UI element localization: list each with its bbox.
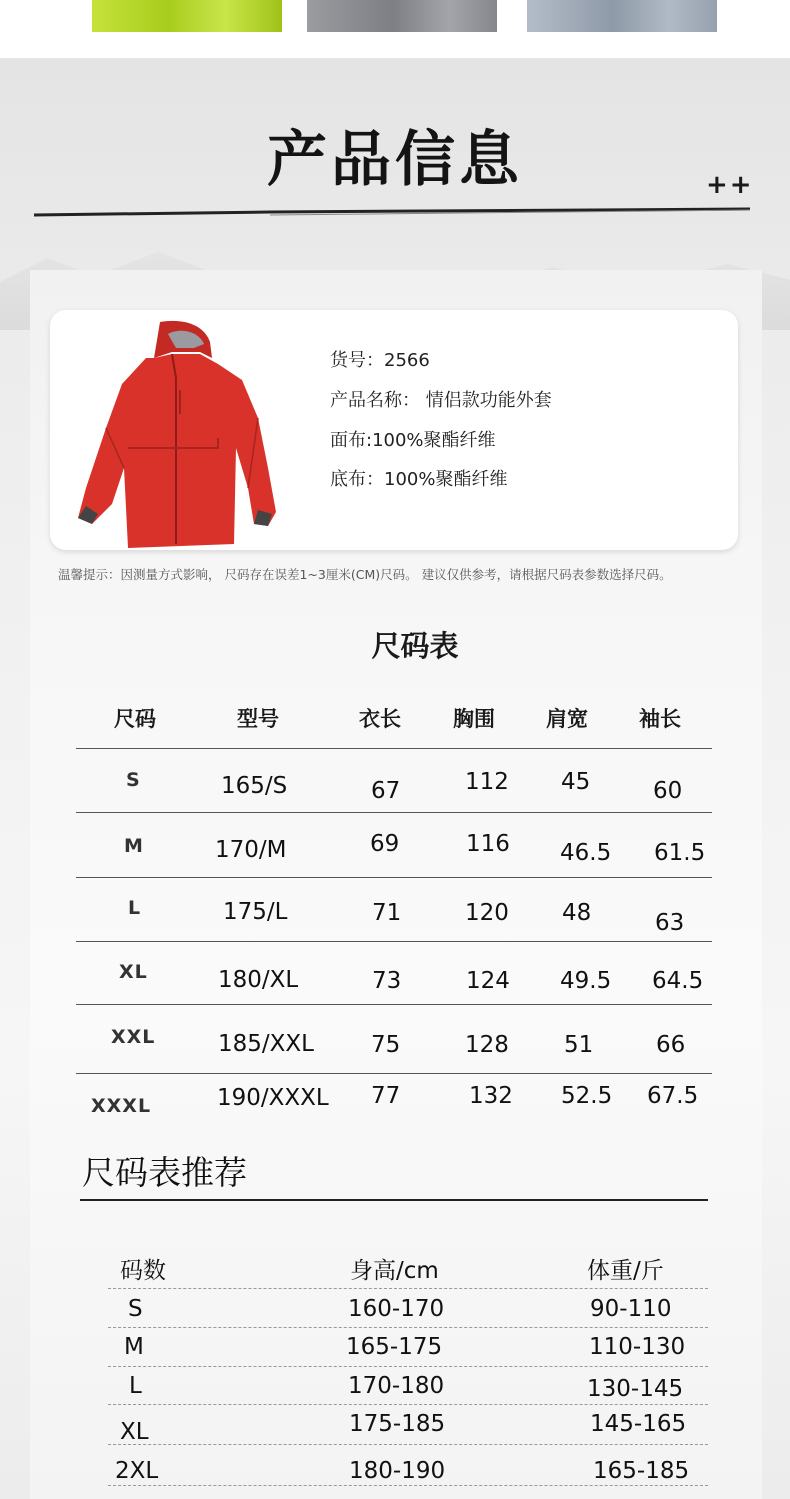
- size-code: XXXL: [91, 1095, 152, 1117]
- size-code: S: [126, 769, 141, 791]
- length-value: 73: [372, 968, 402, 994]
- shoulder-value: 45: [561, 769, 591, 795]
- model-value: 165/S: [221, 773, 288, 799]
- rec-size: XL: [120, 1419, 149, 1445]
- dotted-divider: [108, 1327, 708, 1328]
- dotted-divider: [108, 1444, 708, 1445]
- rec-height: 170-180: [348, 1373, 445, 1399]
- rec-weight: 130-145: [587, 1376, 684, 1402]
- rec-weight: 90-110: [590, 1296, 672, 1322]
- shoulder-value: 48: [562, 900, 592, 926]
- chest-value: 120: [465, 900, 509, 926]
- plus-decoration: ++: [706, 170, 754, 200]
- shoulder-value: 49.5: [560, 968, 612, 994]
- size-table-title: 尺码表: [371, 629, 459, 663]
- page-title: 产品信息: [267, 125, 523, 195]
- color-swatch-lime[interactable]: [92, 0, 282, 32]
- rec-height: 160-170: [348, 1296, 445, 1322]
- shoulder-value: 52.5: [561, 1083, 613, 1109]
- shoulder-value: 51: [564, 1032, 594, 1058]
- color-swatch-blue-gray[interactable]: [527, 0, 717, 32]
- model-value: 180/XL: [218, 967, 299, 993]
- color-swatch-gray[interactable]: [307, 0, 497, 32]
- product-name: 产品名称： 情侣款功能外套: [330, 390, 552, 411]
- sleeve-value: 63: [655, 910, 685, 936]
- table-divider: [76, 812, 712, 813]
- chest-value: 124: [466, 968, 510, 994]
- item-number: 货号：2566: [330, 350, 430, 371]
- header-height: 身高/cm: [350, 1258, 439, 1284]
- model-value: 185/XXL: [218, 1031, 314, 1057]
- model-value: 170/M: [215, 837, 287, 863]
- title-underline: [34, 206, 750, 218]
- rec-size: L: [129, 1373, 142, 1399]
- header-sleeve: 袖长: [639, 707, 681, 731]
- rec-size: S: [128, 1296, 143, 1322]
- table-divider: [76, 941, 712, 942]
- length-value: 69: [370, 831, 400, 857]
- top-swatch-strip: [0, 0, 790, 58]
- header-model: 型号: [237, 707, 279, 731]
- sleeve-value: 64.5: [652, 968, 704, 994]
- table-divider: [76, 1004, 712, 1005]
- model-value: 190/XXXL: [217, 1085, 329, 1111]
- rec-size: 2XL: [115, 1458, 159, 1484]
- sleeve-value: 60: [653, 778, 683, 804]
- length-value: 71: [372, 900, 402, 926]
- size-code: L: [128, 897, 142, 919]
- sleeve-value: 66: [656, 1032, 686, 1058]
- header-size: 尺码: [114, 707, 156, 731]
- header-chest: 胸围: [453, 707, 495, 731]
- length-value: 67: [371, 778, 401, 804]
- dotted-divider: [108, 1485, 708, 1486]
- chest-value: 128: [465, 1032, 509, 1058]
- rec-height: 180-190: [349, 1458, 446, 1484]
- recommend-title-underline: [80, 1199, 708, 1201]
- header-weight: 体重/斤: [587, 1258, 664, 1284]
- rec-weight: 110-130: [589, 1334, 686, 1360]
- lining-info: 底布：100%聚酯纤维: [330, 469, 508, 490]
- sizing-notice: 温馨提示：因测量方式影响， 尺码存在误差1~3厘米(CM)尺码。 建议仅供参考，请根据尺码表参数选择尺码。: [58, 567, 672, 582]
- table-divider: [76, 877, 712, 878]
- recommend-title: 尺码表推荐: [82, 1153, 247, 1192]
- size-code: XXL: [111, 1026, 156, 1048]
- rec-height: 175-185: [349, 1411, 446, 1437]
- rec-height: 165-175: [346, 1334, 443, 1360]
- shoulder-value: 46.5: [560, 840, 612, 866]
- dotted-divider: [108, 1288, 708, 1289]
- rec-weight: 165-185: [593, 1458, 690, 1484]
- header-size-code: 码数: [120, 1258, 166, 1284]
- rec-weight: 145-165: [590, 1411, 687, 1437]
- chest-value: 112: [465, 769, 509, 795]
- chest-value: 132: [469, 1083, 513, 1109]
- header-shoulder: 肩宽: [546, 707, 588, 731]
- model-value: 175/L: [223, 899, 288, 925]
- chest-value: 116: [466, 831, 510, 857]
- fabric-info: 面布:100%聚酯纤维: [330, 430, 496, 451]
- size-code: XL: [119, 961, 148, 983]
- dotted-divider: [108, 1366, 708, 1367]
- red-jacket-icon: [72, 318, 282, 550]
- dotted-divider: [108, 1404, 708, 1405]
- size-code: M: [124, 835, 144, 857]
- table-divider: [76, 1073, 712, 1074]
- table-divider: [76, 748, 712, 749]
- rec-size: M: [124, 1334, 144, 1360]
- sleeve-value: 67.5: [647, 1083, 699, 1109]
- header-length: 衣长: [359, 707, 401, 731]
- length-value: 75: [371, 1032, 401, 1058]
- sleeve-value: 61.5: [654, 840, 706, 866]
- length-value: 77: [371, 1083, 401, 1109]
